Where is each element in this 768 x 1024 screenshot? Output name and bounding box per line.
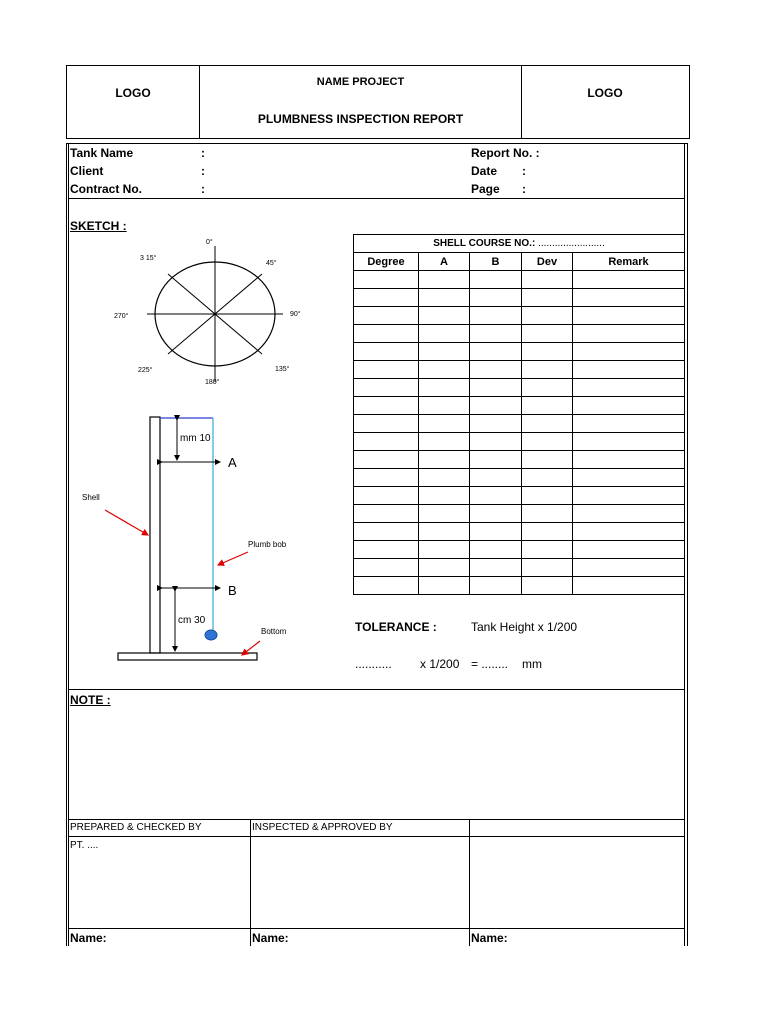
a-cell[interactable]	[419, 523, 470, 541]
signature-header-line	[68, 836, 685, 837]
degree-cell[interactable]	[354, 379, 419, 397]
b-cell[interactable]	[470, 307, 522, 325]
signature-col-divider-2	[469, 819, 470, 946]
shell-wall	[150, 417, 160, 653]
body-top-border	[66, 143, 688, 144]
signature-name-line	[68, 928, 685, 929]
cm30-label: cm 30	[178, 615, 206, 626]
b-cell[interactable]	[470, 289, 522, 307]
shell-table-row	[354, 307, 685, 325]
report-title: PLUMBNESS INSPECTION REPORT	[257, 112, 464, 126]
tolerance-calc-dots: ...........	[355, 657, 392, 671]
shell-table-row	[354, 487, 685, 505]
dev-cell[interactable]	[522, 397, 573, 415]
remark-cell[interactable]	[573, 433, 685, 451]
degree-cell[interactable]	[354, 343, 419, 361]
remark-cell[interactable]	[573, 307, 685, 325]
a-cell[interactable]	[419, 361, 470, 379]
col-a-header: A	[419, 253, 470, 271]
degree-cell[interactable]	[354, 307, 419, 325]
degree-cell[interactable]	[354, 397, 419, 415]
project-name: NAME PROJECT	[316, 76, 405, 88]
dev-cell[interactable]	[522, 325, 573, 343]
point-a-label: A	[228, 455, 237, 470]
b-cell[interactable]	[470, 343, 522, 361]
remark-cell[interactable]	[573, 469, 685, 487]
a-cell[interactable]	[419, 343, 470, 361]
remark-cell[interactable]	[573, 505, 685, 523]
point-b-label: B	[228, 583, 237, 598]
b-cell[interactable]	[470, 577, 522, 595]
dev-cell[interactable]	[522, 451, 573, 469]
a-cell[interactable]	[419, 415, 470, 433]
contract-label: Contract No.	[70, 182, 142, 196]
degree-cell[interactable]	[354, 523, 419, 541]
shell-course-table	[353, 234, 685, 595]
shell-label: Shell	[82, 493, 100, 502]
b-cell[interactable]	[470, 415, 522, 433]
remark-cell[interactable]	[573, 289, 685, 307]
a-cell[interactable]	[419, 541, 470, 559]
dev-cell[interactable]	[522, 307, 573, 325]
degree-cell[interactable]	[354, 361, 419, 379]
body-left-border	[66, 143, 67, 946]
degree-cell[interactable]	[354, 469, 419, 487]
note-divider-top	[68, 689, 685, 690]
a-cell[interactable]	[419, 559, 470, 577]
degree-cell[interactable]	[354, 325, 419, 343]
shell-table-row	[354, 505, 685, 523]
remark-cell[interactable]	[573, 415, 685, 433]
header-divider-right	[521, 65, 522, 138]
client-colon: :	[201, 164, 205, 178]
dev-cell[interactable]	[522, 487, 573, 505]
dev-cell[interactable]	[522, 505, 573, 523]
dev-cell[interactable]	[522, 415, 573, 433]
shell-table-row	[354, 451, 685, 469]
shell-table-row	[354, 343, 685, 361]
report-no-label: Report No. :	[471, 146, 540, 160]
deg-225-label: 225°	[138, 367, 153, 374]
deg-135-label: 135°	[275, 366, 290, 373]
shell-table-row	[354, 541, 685, 559]
b-cell[interactable]	[470, 379, 522, 397]
b-cell[interactable]	[470, 271, 522, 289]
prepared-by-company: PT. ....	[70, 840, 99, 851]
dev-cell[interactable]	[522, 379, 573, 397]
a-cell[interactable]	[419, 451, 470, 469]
b-cell[interactable]	[470, 523, 522, 541]
body-right-border-outer	[687, 143, 688, 946]
a-cell[interactable]	[419, 379, 470, 397]
shell-table-row	[354, 415, 685, 433]
remark-cell[interactable]	[573, 541, 685, 559]
a-cell[interactable]	[419, 469, 470, 487]
a-cell[interactable]	[419, 307, 470, 325]
dev-cell[interactable]	[522, 361, 573, 379]
shell-pointer-arrow	[105, 510, 148, 535]
a-cell[interactable]	[419, 433, 470, 451]
mm10-label: mm 10	[180, 433, 211, 444]
shell-course-title	[354, 235, 685, 253]
shell-table-row	[354, 361, 685, 379]
degree-cell[interactable]	[354, 487, 419, 505]
deg-0-label: 0°	[206, 239, 213, 246]
prepared-by-name-label: Name:	[70, 931, 107, 945]
approved-by-header: INSPECTED & APPROVED BY	[252, 822, 393, 833]
remark-cell[interactable]	[573, 451, 685, 469]
remark-cell[interactable]	[573, 271, 685, 289]
remark-cell[interactable]	[573, 487, 685, 505]
body-left-border-inner	[68, 143, 69, 946]
logo-left: LOGO	[115, 86, 151, 100]
b-cell[interactable]	[470, 487, 522, 505]
dev-cell[interactable]	[522, 271, 573, 289]
remark-cell[interactable]	[573, 343, 685, 361]
tank-name-label: Tank Name	[70, 146, 134, 160]
shell-table-row	[354, 271, 685, 289]
remark-cell[interactable]	[573, 577, 685, 595]
tolerance-calc-unit: mm	[522, 657, 542, 671]
deg-45-label: 45°	[266, 260, 277, 267]
shell-table-row	[354, 325, 685, 343]
bottom-label: Bottom	[261, 627, 287, 636]
shell-table-row	[354, 379, 685, 397]
third-col-name-label: Name:	[471, 931, 508, 945]
deg-180-label: 180°	[205, 379, 220, 386]
plumb-bob	[205, 630, 217, 640]
col-b-header: B	[470, 253, 522, 271]
degree-cell[interactable]	[354, 433, 419, 451]
b-cell[interactable]	[470, 559, 522, 577]
contract-colon: :	[201, 182, 205, 196]
sketch-label: SKETCH :	[70, 219, 127, 233]
dev-cell[interactable]	[522, 469, 573, 487]
date-label: Date	[471, 164, 498, 178]
degree-cell[interactable]	[354, 451, 419, 469]
a-cell[interactable]	[419, 577, 470, 595]
a-cell[interactable]	[419, 487, 470, 505]
shell-table-header-row	[354, 253, 685, 271]
client-label: Client	[70, 164, 104, 178]
shell-table-row	[354, 469, 685, 487]
degree-cell[interactable]	[354, 415, 419, 433]
logo-right: LOGO	[587, 86, 623, 100]
page-label: Page	[471, 182, 500, 196]
deg-90-label: 90°	[290, 311, 301, 318]
tolerance-calc-mid: x 1/200	[420, 657, 460, 671]
bottom-plate	[118, 653, 257, 660]
a-cell[interactable]	[419, 289, 470, 307]
dev-cell[interactable]	[522, 343, 573, 361]
tank-name-colon: :	[201, 146, 205, 160]
degree-cell[interactable]	[354, 289, 419, 307]
b-cell[interactable]	[470, 325, 522, 343]
a-cell[interactable]	[419, 271, 470, 289]
b-cell[interactable]	[470, 397, 522, 415]
remark-cell[interactable]	[573, 523, 685, 541]
b-cell[interactable]	[470, 361, 522, 379]
dev-cell[interactable]	[522, 523, 573, 541]
deg-315-label: 3 15°	[140, 255, 157, 262]
col-remark-header: Remark	[573, 253, 685, 271]
shell-table-row	[354, 559, 685, 577]
remark-cell[interactable]	[573, 559, 685, 577]
note-label: NOTE :	[70, 693, 111, 707]
remark-cell[interactable]	[573, 397, 685, 415]
shell-course-dots: ........................	[538, 238, 605, 249]
shell-course-label: SHELL COURSE NO.:	[433, 238, 539, 249]
dev-cell[interactable]	[522, 541, 573, 559]
b-cell[interactable]	[470, 541, 522, 559]
remark-cell[interactable]	[573, 361, 685, 379]
shell-table-row	[354, 523, 685, 541]
col-dev-header: Dev	[522, 253, 573, 271]
degree-cell[interactable]	[354, 271, 419, 289]
shell-table-row	[354, 289, 685, 307]
shell-table-row	[354, 577, 685, 595]
approved-by-name-label: Name:	[252, 931, 289, 945]
plumb-bob-pointer-arrow	[218, 552, 248, 565]
dev-cell[interactable]	[522, 289, 573, 307]
shell-table-row	[354, 397, 685, 415]
a-cell[interactable]	[419, 505, 470, 523]
date-colon: :	[522, 164, 526, 178]
signature-top-line	[68, 819, 685, 820]
degree-cell[interactable]	[354, 541, 419, 559]
plumb-bob-label: Plumb bob	[248, 540, 287, 549]
tolerance-formula: Tank Height x 1/200	[471, 620, 578, 634]
remark-cell[interactable]	[573, 325, 685, 343]
shell-table-row	[354, 433, 685, 451]
degree-cell[interactable]	[354, 577, 419, 595]
dev-cell[interactable]	[522, 559, 573, 577]
a-cell[interactable]	[419, 325, 470, 343]
b-cell[interactable]	[470, 505, 522, 523]
deg-270-label: 270°	[114, 313, 129, 320]
compass-diagram	[100, 232, 330, 392]
col-degree-header: Degree	[354, 253, 419, 271]
b-cell[interactable]	[470, 469, 522, 487]
b-cell[interactable]	[470, 433, 522, 451]
b-cell[interactable]	[470, 451, 522, 469]
prepared-by-header: PREPARED & CHECKED BY	[70, 822, 202, 833]
remark-cell[interactable]	[573, 379, 685, 397]
dev-cell[interactable]	[522, 433, 573, 451]
dev-cell[interactable]	[522, 577, 573, 595]
info-divider	[68, 198, 685, 199]
degree-cell[interactable]	[354, 505, 419, 523]
signature-col-divider-1	[250, 819, 251, 946]
tolerance-label: TOLERANCE :	[355, 620, 437, 634]
shell-table-body	[354, 271, 685, 595]
plumb-diagram	[70, 405, 310, 665]
page-colon: :	[522, 182, 526, 196]
a-cell[interactable]	[419, 397, 470, 415]
degree-cell[interactable]	[354, 559, 419, 577]
tolerance-calc-eq: = ........	[471, 657, 509, 671]
